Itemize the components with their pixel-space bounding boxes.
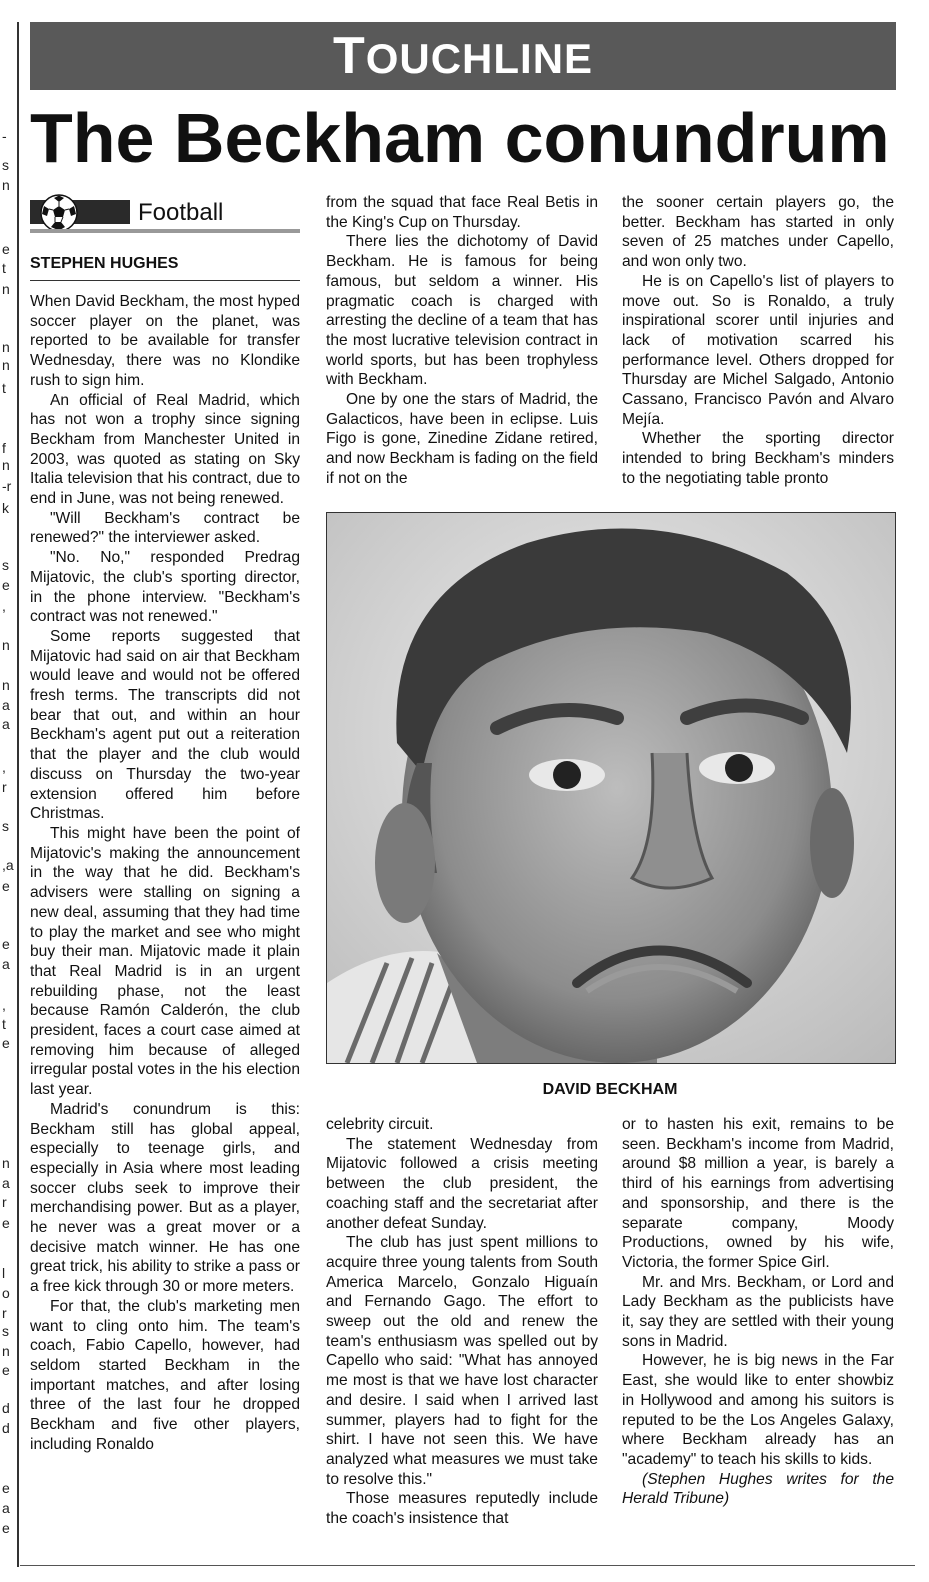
strip-fragment: e xyxy=(2,1035,10,1051)
article-paragraph: or to hasten his exit, remains to be seen. Beckham's income from Madrid, around $8 million a year, is barely a third of his earnings from advertising and sponsorship, and there is the separate company, Moody Productions, owned by his wife, Victoria, the former Spice Girl. xyxy=(622,1116,894,1271)
article-paragraph: celebrity circuit. xyxy=(326,1116,434,1133)
article-column-3-bottom xyxy=(622,1115,894,1509)
portrait-illustration xyxy=(327,513,895,1063)
page-bottom-rule xyxy=(20,1565,915,1566)
article-paragraph: Madrid's conundrum is this: Beckham still has global appeal, especially to teenage girls, and especially in Asia where most leading soccer clubs seek to improve their merchandising power. But as a player, he never was a great mover or a decisive match winner. He has one great trick, his ability to strike a pass or a free kick through 30 or more meters. xyxy=(30,1100,300,1296)
article-paragraph: Whether the sporting director intended to bring Beckham's minders to the negotiating table pronto xyxy=(622,430,894,487)
article-paragraph: When David Beckham, the most hyped soccer player on the planet, was reported to be available for transfer Wednesday, there was no Klondike rush to sign him. xyxy=(30,293,300,389)
strip-fragment: e xyxy=(2,878,10,894)
strip-fragment: a xyxy=(2,1175,10,1191)
section-label xyxy=(30,190,300,236)
article-paragraph: However, he is big news in the Far East, she would like to enter showbiz in Hollywood and among his suitors is reputed to be the Los Angeles Galaxy, where Beckham already has an "academy" to teach his skills to kids. xyxy=(622,1352,894,1468)
strip-fragment: n xyxy=(2,339,10,355)
article-paragraph: "Will Beckham's contract be renewed?" the interviewer asked. xyxy=(30,509,300,547)
strip-fragment: a xyxy=(2,956,10,972)
strip-fragment: e xyxy=(2,577,10,593)
strip-fragment: e xyxy=(2,936,10,952)
article-paragraph: He is on Capello's list of players to move out. So is Ronaldo, a truly inspirational scorer until injuries and lack of motivation scarred his performance level. Others dropped for Thursday are Michel Salgado, Antonio Cassano, Francisco Pavón and Alvaro Mejía. xyxy=(622,272,894,428)
strip-fragment: f xyxy=(2,440,6,456)
strip-fragment: n xyxy=(2,1155,10,1171)
strip-fragment: r xyxy=(2,779,7,795)
strip-fragment: s xyxy=(2,1323,9,1339)
strip-fragment: n xyxy=(2,357,10,373)
strip-fragment: e xyxy=(2,1480,10,1496)
strip-fragment: e xyxy=(2,1520,10,1536)
strip-fragment: a xyxy=(2,697,10,713)
portrait-photo xyxy=(326,512,896,1064)
article-column-1 xyxy=(30,292,300,1454)
strip-fragment: -r xyxy=(2,478,12,494)
strip-fragment: n xyxy=(2,281,10,297)
article-paragraph: Some reports suggested that Mijatovic had said on air that Beckham would leave and would not be offered fresh terms. The transcripts did not bear that out, and within an hour Beckham's agent put out a reiteration that the player and the club would discuss on Thursday the two-year extension offered him before Christmas. xyxy=(30,627,300,823)
article-paragraph: from the squad that face Real Betis in the King's Cup on Thursday. xyxy=(326,194,598,231)
article-paragraph: This might have been the point of Mijatovic's making the announcement in the way that he did. Beckham's advisers were stalling on signing a new deal, assuming that they had time to play the market and see who might buy their man. Mijatovic made it plain that Real Madrid is in an urgent rebuilding phase, not the least because Ramón Calderón, the club president, faces a court case aimed at removing him because of alleged irregular postal votes in the his election last year. xyxy=(30,824,300,1099)
article-paragraph: The club has just spent millions to acquire three young talents from South America Marcelo, Gonzalo Higuaín and Fernando Gago. The effort to sweep out the old and renew the team's enthusiasm was spelled out by Capello who said: "What has annoyed me most is that we have lost character and desire. I said when I arrived last summer, players had to fight for the shirt. I have not seen this. We have analyzed what measures we must take to resolve this." xyxy=(326,1234,598,1488)
article-column-2-bottom xyxy=(326,1115,598,1529)
headline: The Beckham conundrum xyxy=(30,99,890,177)
photo-caption: DAVID BECKHAM xyxy=(542,1081,678,1098)
author-credit: (Stephen Hughes writes for the Herald Tribune) xyxy=(622,1470,894,1508)
banner-text: OUCHLINE xyxy=(365,35,594,82)
strip-fragment: n xyxy=(2,177,10,193)
strip-fragment: o xyxy=(2,1285,10,1301)
strip-fragment: , xyxy=(2,598,6,614)
strip-fragment: ,a xyxy=(2,857,14,873)
strip-fragment: s xyxy=(2,818,9,834)
section-rule xyxy=(30,229,300,233)
article-paragraph: Those measures reputedly include the coach's insistence that xyxy=(326,1490,598,1528)
section-banner xyxy=(30,22,896,90)
banner-initial: T xyxy=(332,27,366,85)
strip-fragment: n xyxy=(2,457,10,473)
strip-fragment: a xyxy=(2,716,10,732)
article-column-2-top xyxy=(326,193,598,489)
strip-fragment: e xyxy=(2,241,10,257)
section-label-text: Football xyxy=(138,199,224,226)
strip-fragment: a xyxy=(2,1500,10,1516)
adjacent-column-strip xyxy=(0,0,20,1582)
strip-fragment: r xyxy=(2,1305,7,1321)
strip-fragment: n xyxy=(2,677,10,693)
article-paragraph: Mr. and Mrs. Beckham, or Lord and Lady Beckham as the publicists have it, say they are settled with their young sons in Madrid. xyxy=(622,1273,894,1350)
strip-fragment: s xyxy=(2,157,9,173)
article-paragraph: One by one the stars of Madrid, the Galacticos, have been in eclipse. Luis Figo is gone, Zinedine Zidane retired, and now Beckham is fading on the field if not on the xyxy=(326,391,598,487)
strip-fragment: s xyxy=(2,557,9,573)
article-paragraph: The statement Wednesday from Mijatovic followed a crisis meeting between the club president, the coaching staff and the secretariat after another defeat Sunday. xyxy=(326,1135,598,1232)
strip-fragment: t xyxy=(2,260,6,276)
strip-fragment: d xyxy=(2,1400,10,1416)
byline: STEPHEN HUGHES xyxy=(30,255,179,272)
byline-rule xyxy=(30,280,300,281)
strip-fragment: n xyxy=(2,637,10,653)
article-paragraph: For that, the club's marketing men want to cling onto him. The team's coach, Fabio Capello, however, had seldom started Beckham in the important matches, and after losing three of the last four he dropped Beckham and five other players, including Ronaldo xyxy=(30,1297,300,1453)
strip-fragment: e xyxy=(2,1362,10,1378)
strip-fragment: , xyxy=(2,759,6,775)
strip-fragment: t xyxy=(2,380,6,396)
strip-fragment: l xyxy=(2,1265,6,1281)
strip-fragment: , xyxy=(2,997,6,1013)
strip-fragment: k xyxy=(2,500,9,516)
strip-fragment: t xyxy=(2,1016,6,1032)
article-column-3-top xyxy=(622,193,894,489)
article-paragraph: An official of Real Madrid, which has not won a trophy since signing Beckham from Manchester United in 2003, was quoted as stating on Sky Italia television that his contract, due to end in June, was not being renewed. xyxy=(30,391,300,508)
strip-fragment: e xyxy=(2,1215,10,1231)
column-divider xyxy=(17,22,19,1567)
strip-fragment: - xyxy=(2,128,7,144)
strip-fragment: n xyxy=(2,1343,10,1359)
article-paragraph: "No. No," responded Predrag Mijatovic, the club's sporting director, in the phone interview. "Beckham's contract was not renewed." xyxy=(30,549,300,626)
soccer-ball-icon xyxy=(36,194,82,232)
article-paragraph: There lies the dichotomy of David Beckham. He is famous for being famous, but seldom a winner. His pragmatic coach is charged with arresting the decline of a team that has the most lucrative television contract in world sports, but has been trophyless with Beckham. xyxy=(326,233,598,389)
strip-fragment: r xyxy=(2,1194,7,1210)
article-paragraph: the sooner certain players go, the better. Beckham has started in only seven of 25 matches under Capello, and won only two. xyxy=(622,194,894,271)
strip-fragment: d xyxy=(2,1420,10,1436)
